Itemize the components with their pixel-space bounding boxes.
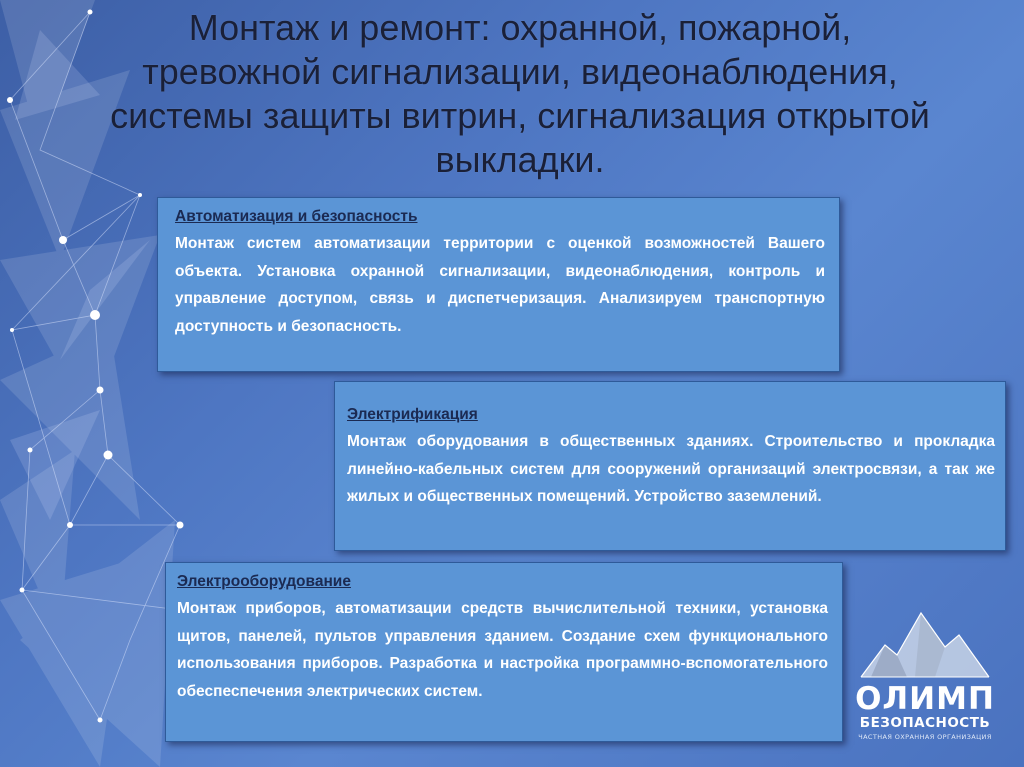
card-body: Монтаж систем автоматизации территории с оценкой возможностей Вашего объекта. Установка охранной сигнализации, видеонаблюдения, контроль и управление доступом, связь и диспетчеризация. Анализируем транспортную доступность и безопасность.: [175, 235, 825, 335]
card-heading: Автоматизация и безопасность: [175, 208, 418, 225]
card-electrical-equipment: [165, 562, 843, 742]
card-automation-security: [157, 197, 840, 372]
mountain-icon: [855, 605, 995, 681]
card-heading: Электрооборудование: [177, 573, 351, 590]
slide-title: Монтаж и ремонт: охранной, пожарной, тревожной сигнализации, видеонаблюдения, системы защиты витрин, сигнализация открытой выкладки.: [110, 7, 930, 180]
company-logo: [855, 605, 995, 745]
logo-tagline: ЧАСТНАЯ ОХРАННАЯ ОРГАНИЗАЦИЯ: [858, 733, 992, 741]
card-electrification: [334, 381, 1006, 551]
logo-name: ОЛИМП: [855, 681, 995, 717]
card-body: Монтаж оборудования в общественных зданиях. Строительство и прокладка линейно-кабельных систем для сооружений организаций электросвязи, а так же жилых и общественных помещений. Устройство заземлений.: [347, 433, 995, 505]
logo-subtitle: БЕЗОПАСНОСТЬ: [859, 715, 991, 731]
card-body: Монтаж приборов, автоматизации средств вычислительной техники, установка щитов, панелей, пультов управления зданием. Создание схем функционального использования приборов. Разработка и настройка программно-вспомогательного обеспеспечения электрических систем.: [177, 600, 828, 700]
card-heading: Электрификация: [347, 406, 478, 423]
